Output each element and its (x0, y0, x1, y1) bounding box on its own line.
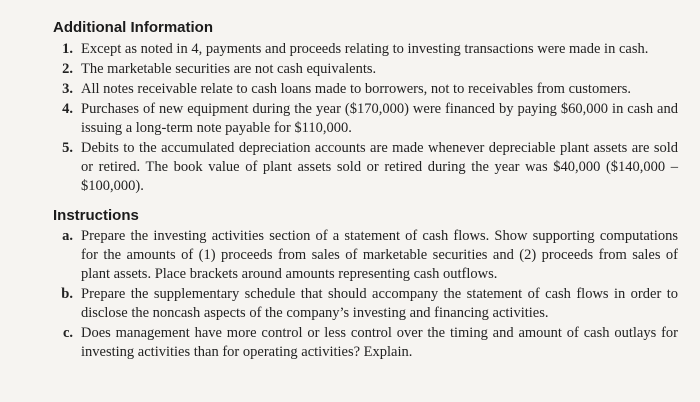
instruction-item-b (53, 285, 682, 323)
info-item-3 (53, 80, 682, 99)
info-item-5 (53, 139, 682, 196)
info-item-1 (53, 40, 682, 59)
info-item-4 (53, 100, 682, 138)
instruction-item-a (53, 227, 682, 284)
instruction-item-c (53, 324, 682, 362)
info-item-number: 1. (62, 41, 73, 57)
additional-information-heading: Additional Information (53, 19, 213, 36)
instruction-item-text: Prepare the supplementary schedule that should accompany the statement of cash flows in order to disclose the noncash aspects of the company’s investing and financing activities. (81, 286, 678, 321)
instruction-item-letter: b. (61, 286, 73, 302)
info-item-text: The marketable securities are not cash equivalents. (81, 61, 377, 77)
info-item-number: 4. (62, 101, 73, 117)
instruction-item-text: Does management have more control or less control over the timing and amount of cash outlays for investing activities than for operating activities? Explain. (81, 325, 678, 360)
info-item-number: 2. (62, 61, 73, 77)
additional-information-list (53, 40, 682, 196)
info-item-number: 5. (62, 140, 73, 156)
instructions-heading: Instructions (53, 207, 139, 224)
info-item-number: 3. (62, 81, 73, 97)
info-item-text: Except as noted in 4, payments and proceeds relating to investing transactions were made in cash. (81, 41, 649, 57)
instructions-list (53, 227, 682, 362)
info-item-2 (53, 60, 682, 79)
instruction-item-letter: a. (62, 228, 73, 244)
info-item-text: Debits to the accumulated depreciation accounts are made whenever depreciable plant assets are sold or retired. The book value of plant assets sold or retired during the year was $40,000 ($140,000 – $100,000). (81, 140, 678, 194)
info-item-text: All notes receivable relate to cash loans made to borrowers, not to receivables from customers. (81, 81, 632, 97)
info-item-text: Purchases of new equipment during the year ($170,000) were financed by paying $60,000 in cash and issuing a long-term note payable for $110,000. (81, 101, 678, 136)
instruction-item-letter: c. (62, 325, 73, 341)
instruction-item-text: Prepare the investing activities section of a statement of cash flows. Show supporting computations for the amounts of (1) proceeds from sales of marketable securities and (2) proceeds from sales of plant assets. Place brackets around amounts representing cash outflows. (81, 228, 678, 282)
